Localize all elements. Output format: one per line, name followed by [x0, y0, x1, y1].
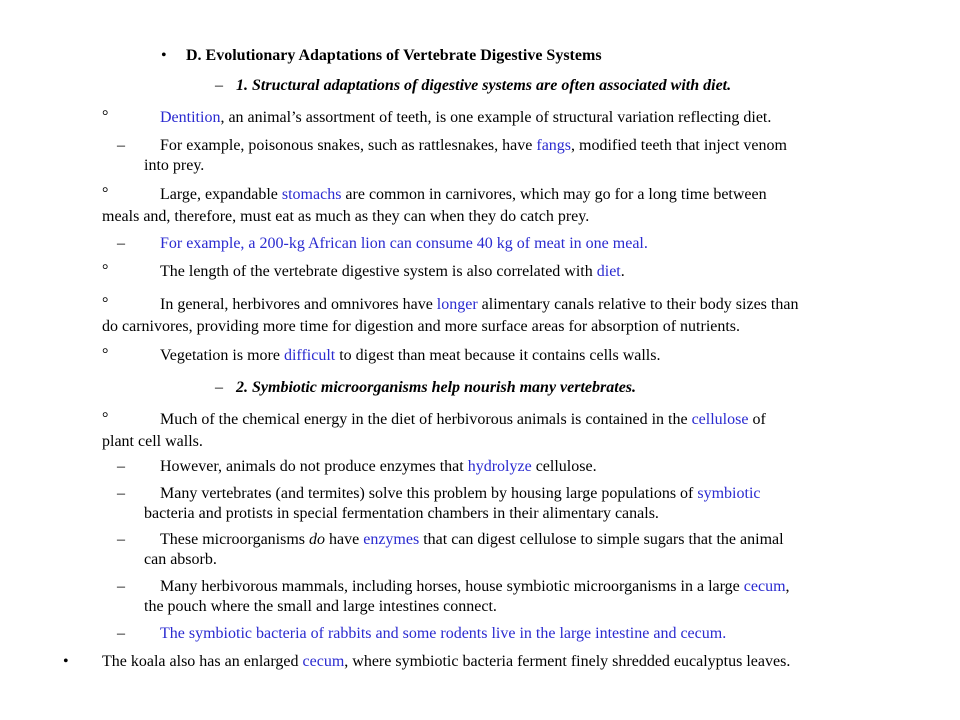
para-hydrolyze: However, animals do not produce enzymes that hydrolyze cellulose. [160, 458, 597, 475]
para-enzymes-line2: can absorb. [144, 551, 217, 568]
term-hydrolyze: hydrolyze [467, 458, 532, 475]
para-cellulose-line1: Much of the chemical energy in the diet of herbivorous animals is contained in the cellulose of [160, 411, 766, 428]
dash-marker: – [117, 531, 125, 548]
bullet-marker: • [63, 653, 69, 670]
dash-marker: – [117, 578, 125, 595]
term-enzymes: enzymes [363, 531, 420, 548]
degree-marker: ° [102, 262, 109, 279]
dash-marker: – [117, 458, 125, 475]
para-enzymes-line1: These microorganisms do have enzymes that can digest cellulose to simple sugars that the animal [160, 531, 784, 548]
para-lion: For example, a 200-kg African lion can consume 40 kg of meat in one meal. [160, 235, 648, 252]
term-cellulose: cellulose [691, 411, 749, 428]
term-cecum: cecum [743, 578, 786, 595]
para-symbiotic-line2: bacteria and protists in special fermentation chambers in their alimentary canals. [144, 505, 659, 522]
dash-marker: – [215, 77, 223, 94]
para-longer-line2: do carnivores, providing more time for digestion and more surface areas for absorption of nutrients. [102, 318, 741, 335]
para-longer-line1: In general, herbivores and omnivores have longer alimentary canals relative to their body sizes than [160, 296, 799, 313]
term-symbiotic: symbiotic [697, 485, 761, 502]
para-cellulose-line2: plant cell walls. [102, 433, 203, 450]
dash-marker: – [215, 379, 223, 396]
para-stomachs-line2: meals and, therefore, must eat as much as they can when they do catch prey. [102, 208, 590, 225]
para-vegetation: Vegetation is more difficult to digest than meat because it contains cells walls. [160, 347, 661, 364]
para-snakes-line2: into prey. [144, 157, 205, 174]
para-length: The length of the vertebrate digestive system is also correlated with diet. [160, 263, 625, 280]
dash-marker: – [117, 235, 125, 252]
term-dentition: Dentition [160, 109, 221, 126]
degree-marker: ° [102, 295, 109, 312]
term-cecum-koala: cecum [302, 653, 345, 670]
degree-marker: ° [102, 185, 109, 202]
subheading-symbiotic: 2. Symbiotic microorganisms help nourish many vertebrates. [236, 379, 637, 396]
para-dentition: Dentition, an animal’s assortment of teeth, is one example of structural variation reflecting diet. [160, 109, 772, 126]
para-snakes-line1: For example, poisonous snakes, such as rattlesnakes, have fangs, modified teeth that inject venom [160, 137, 787, 154]
term-longer: longer [436, 296, 478, 313]
dash-marker: – [117, 137, 125, 154]
bullet-marker: • [161, 47, 167, 64]
section-heading: D. Evolutionary Adaptations of Vertebrate Digestive Systems [186, 47, 602, 64]
term-fangs: fangs [536, 137, 572, 154]
para-stomachs-line1: Large, expandable stomachs are common in carnivores, which may go for a long time between [160, 186, 767, 203]
para-koala: The koala also has an enlarged cecum, where symbiotic bacteria ferment finely shredded eucalyptus leaves. [102, 653, 791, 670]
degree-marker: ° [102, 108, 109, 125]
subheading-structural: 1. Structural adaptations of digestive systems are often associated with diet. [236, 77, 732, 94]
degree-marker: ° [102, 410, 109, 427]
term-stomachs: stomachs [281, 186, 342, 203]
term-diet: diet [596, 263, 621, 280]
dash-marker: – [117, 485, 125, 502]
para-symbiotic-line1: Many vertebrates (and termites) solve this problem by housing large populations of symbiotic [160, 485, 761, 502]
para-rabbits: The symbiotic bacteria of rabbits and some rodents live in the large intestine and cecum. [160, 625, 727, 642]
para-cecum-line2: the pouch where the small and large intestines connect. [144, 598, 497, 615]
dash-marker: – [117, 625, 125, 642]
para-cecum-line1: Many herbivorous mammals, including horses, house symbiotic microorganisms in a large cecum, [160, 578, 790, 595]
degree-marker: ° [102, 346, 109, 363]
term-difficult: difficult [283, 347, 336, 364]
